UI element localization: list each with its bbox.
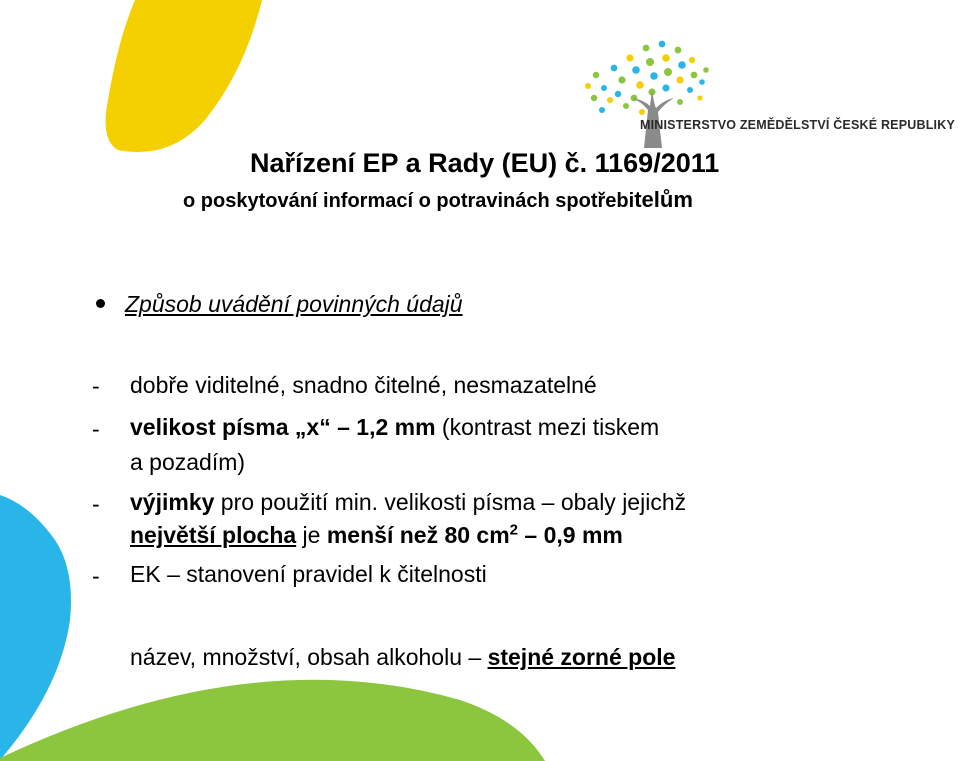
list-item-bold: menší než 80 cm [326, 522, 510, 548]
list-item-bold-underlined: stejné zorné pole [487, 644, 676, 670]
dash-marker: - [92, 563, 100, 589]
list-item-text: pro použití min. velikosti písma – obaly jejichž [214, 489, 687, 515]
list-item-bold-underlined: největší plocha [130, 522, 297, 548]
list-item-text: EK – stanovení pravidel k čitelnosti [130, 561, 487, 587]
list-item-text: název, množství, obsah alkoholu – [130, 644, 488, 670]
slide-title: Nařízení EP a Rady (EU) č. 1169/2011 [250, 148, 720, 178]
list-item [130, 491, 686, 514]
slide-subtitle [183, 187, 693, 213]
list-item-text: je [296, 522, 327, 548]
list-item [130, 646, 675, 669]
bullet-heading-text: Způsob uvádění povinných údajů [125, 291, 463, 317]
ministry-logo-text: MINISTERSTVO ZEMĚDĚLSTVÍ ČESKÉ REPUBLIKY [640, 118, 955, 132]
list-item [130, 521, 623, 548]
list-item [130, 374, 597, 397]
subtitle-part-b: telům [634, 187, 693, 212]
list-item [130, 451, 245, 474]
superscript: 2 [509, 521, 519, 539]
list-item-text: a pozadím) [130, 449, 246, 475]
list-item-text: dobře viditelné, snadno čitelné, nesmazatelné [130, 372, 597, 398]
list-item [130, 563, 487, 586]
list-item-bold: výjimky [130, 489, 215, 515]
dash-marker: - [92, 416, 100, 442]
list-item-bold: – 0,9 mm [518, 522, 623, 548]
bullet-icon [96, 299, 105, 308]
list-item-text: (kontrast mezi tiskem [435, 414, 660, 440]
dash-marker: - [92, 373, 100, 399]
list-item [130, 416, 659, 439]
subtitle-part-a: o poskytování informací o potravinách spotřebi [183, 190, 635, 212]
bullet-heading [96, 291, 463, 318]
list-item-bold: velikost písma „x“ – 1,2 mm [130, 414, 436, 440]
dash-marker: - [92, 491, 100, 517]
